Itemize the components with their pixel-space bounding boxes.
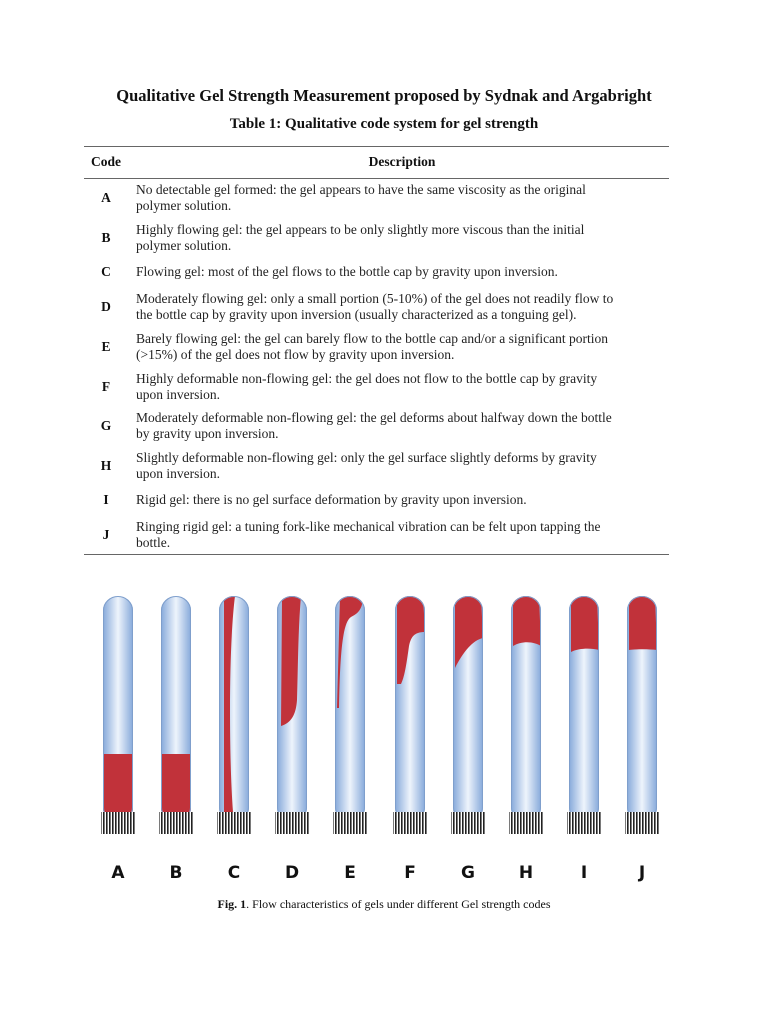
row-description: Highly flowing gel: the gel appears to be only slightly more viscous than the initial polymer solution. xyxy=(136,222,585,253)
bottle-cap xyxy=(393,812,427,834)
gel-tube-c xyxy=(217,596,251,883)
row-description: Highly deformable non-flowing gel: the gel does not flow to the bottle cap by gravity upon inversion. xyxy=(136,371,598,402)
row-description: No detectable gel formed: the gel appears to have the same viscosity as the original polymer solution. xyxy=(136,182,586,213)
gel-region xyxy=(571,596,599,652)
gel-region xyxy=(161,754,191,812)
column-header-code: Code xyxy=(91,154,121,169)
bottle-cap xyxy=(333,812,367,834)
gel-tube-g xyxy=(451,596,485,883)
row-description: Moderately deformable non-flowing gel: the gel deforms about halfway down the bottle by gravity upon inversion. xyxy=(136,410,612,441)
bottle-cap xyxy=(159,812,193,834)
row-code: C xyxy=(101,264,111,279)
table-header-rule xyxy=(84,178,669,179)
column-header-description: Description xyxy=(368,154,436,169)
bottle-cap xyxy=(567,812,601,834)
figure-caption-text: . Flow characteristics of gels under different Gel strength codes xyxy=(246,897,551,911)
gel-tube-j xyxy=(625,596,659,883)
bottle-cap xyxy=(451,812,485,834)
table-bottom-rule xyxy=(84,554,669,555)
row-description: Rigid gel: there is no gel surface deformation by gravity upon inversion. xyxy=(136,492,527,507)
tube-label: J xyxy=(638,863,646,883)
row-description: Ringing rigid gel: a tuning fork-like mechanical vibration can be felt upon tapping the bottle. xyxy=(136,519,601,550)
gel-tube-d xyxy=(275,596,309,883)
row-description: Moderately flowing gel: only a small portion (5-10%) of the gel does not readily flow to the bottle cap by gravity upon inversion (usually characterized as a tonguing gel). xyxy=(136,291,614,322)
page-title: Qualitative Gel Strength Measurement proposed by Sydnak and Argabright xyxy=(116,86,652,105)
figure-caption xyxy=(0,897,768,912)
table-top-rule xyxy=(84,146,669,147)
row-code: A xyxy=(101,190,111,205)
table-title: Table 1: Qualitative code system for gel strength xyxy=(229,116,539,132)
gel-tubes-figure xyxy=(0,580,768,890)
gel-tube-b xyxy=(159,596,193,883)
gel-region xyxy=(103,754,133,812)
bottle-cap xyxy=(625,812,659,834)
figure-caption-label: Fig. 1 xyxy=(217,897,247,911)
row-code: E xyxy=(101,339,111,354)
gel-tube-e xyxy=(333,596,367,883)
tube-label: I xyxy=(580,863,588,883)
gel-tube-h xyxy=(509,596,543,883)
bottle-cap xyxy=(509,812,543,834)
bottle-cap xyxy=(275,812,309,834)
gel-tube-i xyxy=(567,596,601,883)
tube-label: E xyxy=(344,863,356,883)
row-code: F xyxy=(101,379,111,394)
gel-region xyxy=(629,596,657,650)
row-description: Barely flowing gel: the gel can barely flow to the bottle cap and/or a significant portion (>15%) of the gel does not flow by gravity upon inversion. xyxy=(136,331,608,362)
row-code: B xyxy=(101,230,111,245)
row-code: J xyxy=(102,527,110,542)
tube-label: F xyxy=(404,863,416,883)
tube-label: D xyxy=(284,863,300,883)
tube-label: H xyxy=(518,863,534,883)
tube-label: B xyxy=(169,863,183,883)
row-code: D xyxy=(101,299,111,314)
bottle-cap xyxy=(217,812,251,834)
row-description: Slightly deformable non-flowing gel: only the gel surface slightly deforms by gravity upon inversion. xyxy=(136,450,597,481)
gel-region xyxy=(513,596,541,646)
gel-tube-f xyxy=(393,596,427,883)
gel-tube-a xyxy=(101,596,135,883)
bottle-cap xyxy=(101,812,135,834)
tube-label: G xyxy=(461,863,475,883)
row-code: H xyxy=(100,458,112,473)
tube-label: C xyxy=(227,863,241,883)
row-code: G xyxy=(100,418,112,433)
tube-body xyxy=(219,596,249,822)
tube-label: A xyxy=(111,863,125,883)
row-code: I xyxy=(103,492,109,507)
row-description: Flowing gel: most of the gel flows to the bottle cap by gravity upon inversion. xyxy=(136,264,558,279)
